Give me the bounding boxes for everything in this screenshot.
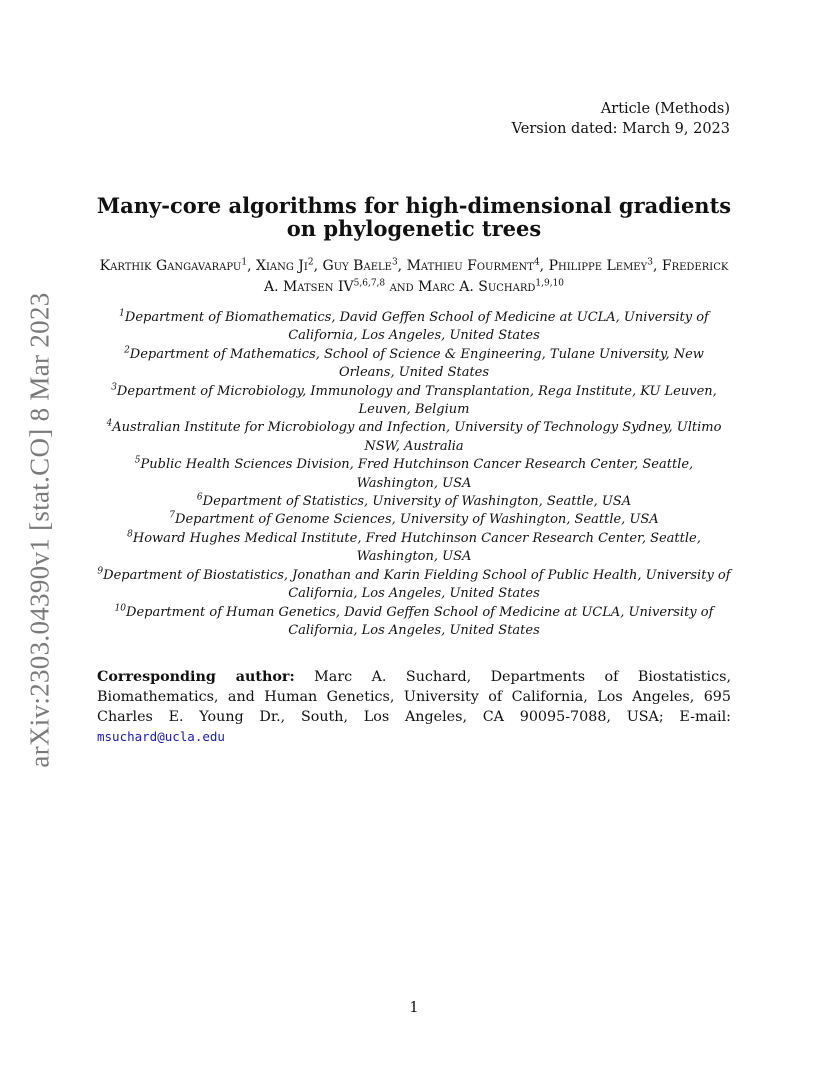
affiliation-item: [97, 309, 731, 346]
author-separator: and: [385, 279, 419, 295]
affiliation-text: Department of Biostatistics, Jonathan and Karin Fielding School of Public Health, University of California, Los Angeles, United States: [103, 567, 731, 602]
affiliation-number: 3: [111, 382, 117, 393]
affiliation-number: 7: [169, 511, 176, 522]
author-separator: ,: [397, 258, 407, 274]
affiliation-list: [97, 309, 731, 640]
article-type: Article (Methods): [600, 101, 730, 117]
affiliation-number: 4: [106, 419, 113, 430]
email-link[interactable]: msuchard@ucla.edu: [97, 729, 225, 744]
title-line-1: Many-core algorithms for high-dimensional gradients: [96, 193, 732, 218]
affiliation-item: [97, 604, 731, 641]
arxiv-identifier-stamp: arXiv:2303.04390v1 [stat.CO] 8 Mar 2023: [24, 292, 55, 768]
author-affiliation-marker: 3: [391, 257, 398, 268]
author-name: Guy Baele: [322, 258, 392, 274]
author-separator: ,: [247, 258, 256, 274]
affiliation-number: 5: [134, 455, 141, 466]
title-line-2: on phylogenetic trees: [286, 216, 542, 241]
author-name: Marc A. Suchard: [418, 279, 536, 295]
corresponding-author-label: Corresponding author:: [97, 669, 295, 685]
author-name: Mathieu Fourment: [406, 258, 534, 274]
affiliation-number: 1: [119, 308, 125, 319]
affiliation-text: Department of Statistics, University of Washington, Seattle, USA: [202, 494, 632, 510]
author-list: [95, 256, 733, 298]
affiliation-text: Department of Human Genetics, David Geffen School of Medicine at UCLA, University of California, Los Angeles, United States: [126, 604, 714, 638]
affiliation-text: Department of Mathematics, School of Science & Engineering, Tulane University, New Orleans, United States: [129, 346, 704, 381]
author-affiliation-marker: 4: [533, 257, 540, 268]
author-name: Xiang Ji: [255, 258, 308, 274]
paper-title: [90, 194, 738, 240]
affiliation-text: Department of Genome Sciences, University of Washington, Seattle, USA: [175, 512, 659, 528]
affiliation-number: 2: [124, 345, 130, 356]
affiliation-number: 9: [97, 566, 104, 577]
affiliation-number: 6: [196, 492, 203, 503]
author-separator: ,: [313, 258, 323, 274]
article-header: [512, 99, 730, 139]
affiliation-text: Australian Institute for Microbiology and Infection, University of Technology Sydney, Ultimo NSW, Australia: [112, 420, 722, 454]
affiliation-item: [97, 419, 731, 456]
affiliation-item: [97, 511, 731, 529]
affiliation-text: Department of Biomathematics, David Geffen School of Medicine at UCLA, University of California, Los Angeles, United States: [124, 310, 709, 344]
author-name: Karthik Gangavarapu: [99, 258, 242, 274]
affiliation-item: [97, 383, 731, 420]
author-affiliation-marker: 1,9,10: [535, 278, 565, 289]
affiliation-text: Public Health Sciences Division, Fred Hutchinson Cancer Research Center, Seattle, Washington, USA: [140, 457, 694, 491]
author-separator: ,: [539, 258, 549, 274]
affiliation-item: [97, 493, 731, 511]
affiliation-number: 10: [114, 603, 127, 614]
page-number: 1: [409, 1000, 419, 1016]
author-affiliation-marker: 1: [241, 257, 248, 268]
affiliation-item: [97, 530, 731, 567]
affiliation-text: Howard Hughes Medical Institute, Fred Hutchinson Cancer Research Center, Seattle, Washington, USA: [132, 530, 701, 565]
affiliation-item: [97, 456, 731, 493]
corresponding-author: [97, 667, 731, 747]
author-affiliation-marker: 3: [647, 257, 653, 268]
author-name: Frederick A. Matsen IV: [263, 258, 729, 295]
corresponding-author-text: Marc A. Suchard, Departments of Biostatistics, Biomathematics, and Human Genetics, University of California, Los Angeles, 695 Charles E. Young Dr., South, Los Angeles, CA 90095-7088, USA; E-mail:: [97, 669, 731, 725]
affiliation-text: Department of Microbiology, Immunology and Transplantation, Rega Institute, KU Leuven, Leuven, Belgium: [116, 383, 717, 418]
version-date: Version dated: March 9, 2023: [511, 121, 730, 137]
affiliation-item: [97, 567, 731, 604]
author-separator: ,: [652, 258, 662, 274]
author-affiliation-marker: 2: [307, 257, 314, 268]
author-name: Philippe Lemey: [548, 258, 648, 274]
affiliation-number: 8: [127, 529, 133, 540]
author-affiliation-marker: 5,6,7,8: [353, 278, 386, 289]
affiliation-item: [97, 346, 731, 383]
